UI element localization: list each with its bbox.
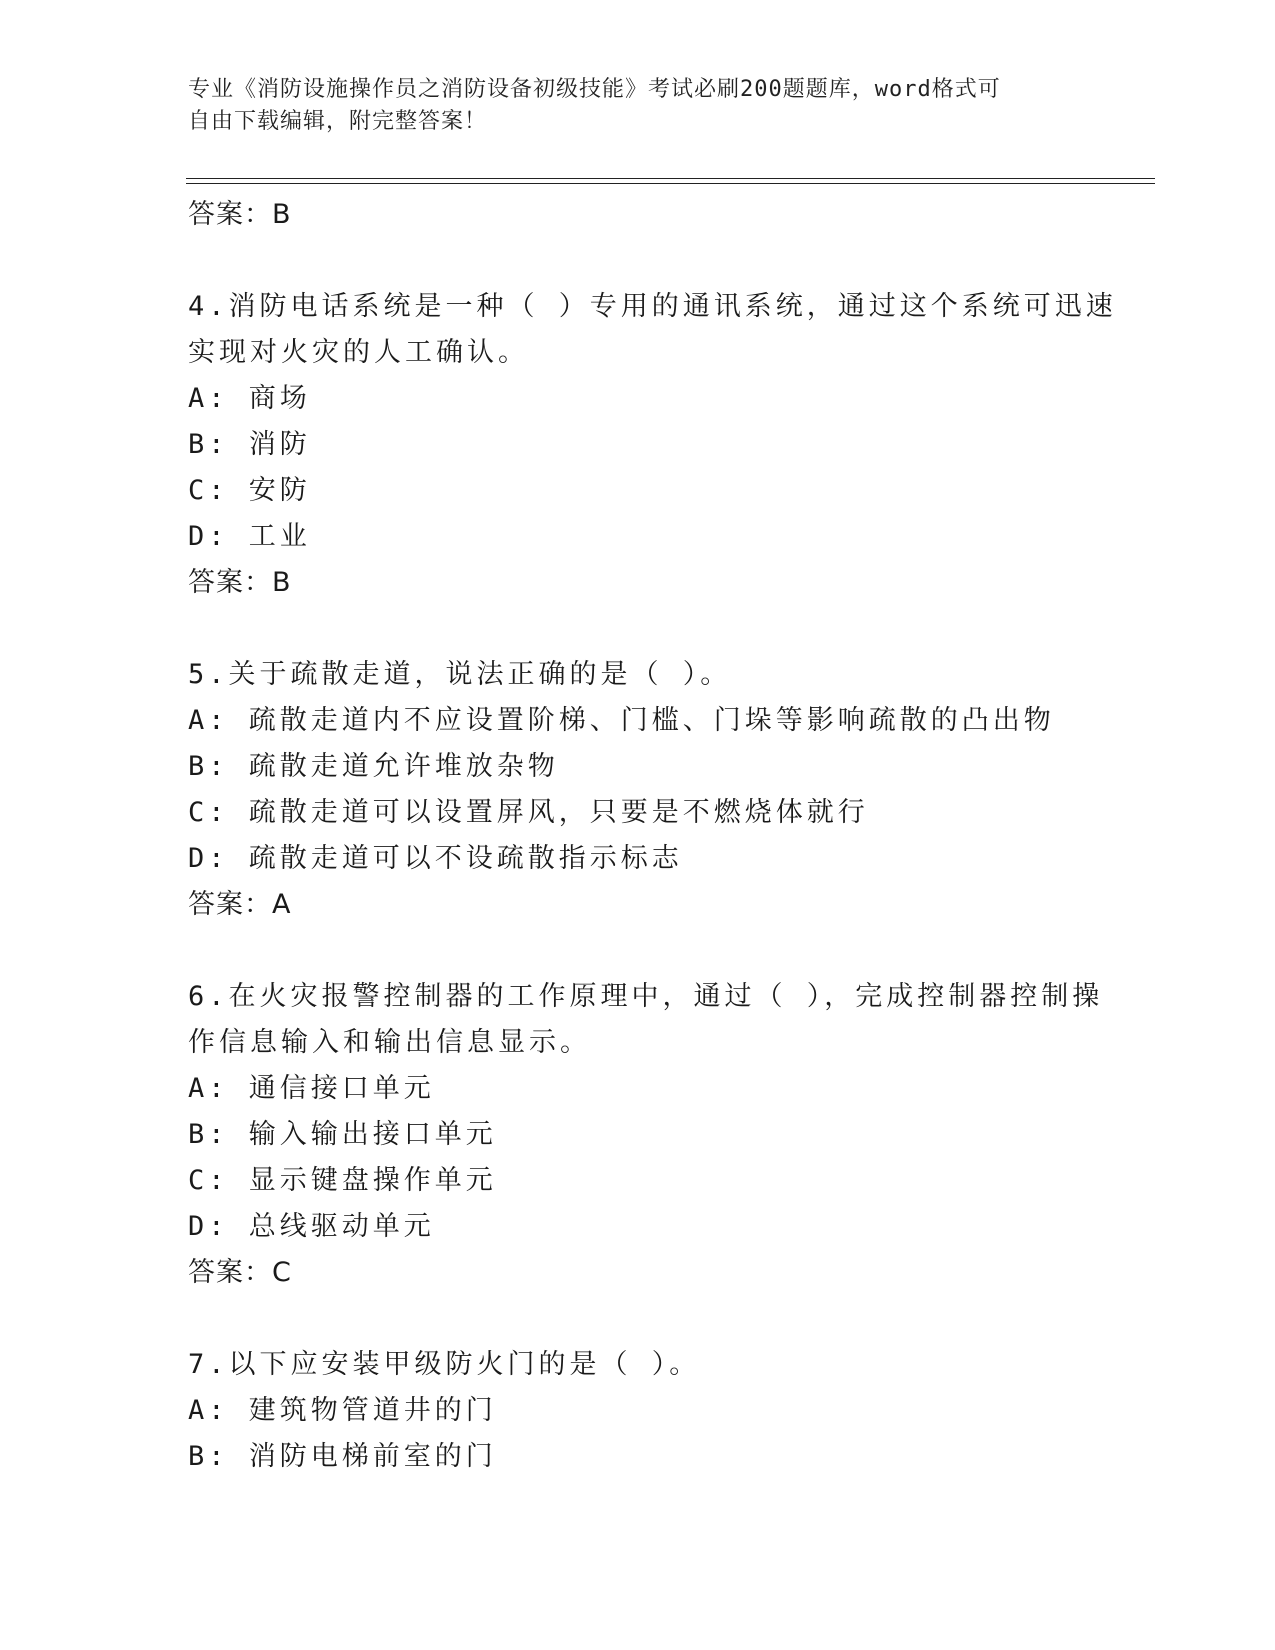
option-b: B: 消防 [188, 429, 311, 460]
question-list [188, 192, 1148, 1480]
header-divider-bottom [186, 183, 1155, 184]
document-header [188, 74, 1088, 138]
option-b: B: 消防电梯前室的门 [188, 1441, 497, 1472]
option-d: D: 疏散走道可以不设疏散指示标志 [188, 843, 683, 874]
header-line-1: 专业《消防设施操作员之消防设备初级技能》考试必刷200题题库，word格式可 [188, 77, 1001, 102]
option-a: A: 商场 [188, 383, 311, 414]
question-stem: 7.以下应安装甲级防火门的是（ ）。 [188, 1349, 701, 1380]
answer: 答案：A [188, 889, 292, 920]
option-d: D: 总线驱动单元 [188, 1211, 435, 1242]
option-a: A: 疏散走道内不应设置阶梯、门槛、门垛等影响疏散的凸出物 [188, 705, 1055, 736]
option-c: C: 显示键盘操作单元 [188, 1165, 497, 1196]
question-stem: 6.在火灾报警控制器的工作原理中，通过（ ），完成控制器控制操 [188, 981, 1104, 1012]
option-c: C: 疏散走道可以设置屏风，只要是不燃烧体就行 [188, 797, 869, 828]
option-a: A: 通信接口单元 [188, 1073, 435, 1104]
option-d: D: 工业 [188, 521, 311, 552]
answer: 答案：B [188, 567, 292, 598]
spacer [188, 1296, 1148, 1342]
question-6 [188, 974, 1148, 1296]
question-7 [188, 1342, 1148, 1480]
option-a: A: 建筑物管道井的门 [188, 1395, 497, 1426]
option-c: C: 安防 [188, 475, 311, 506]
spacer [188, 606, 1148, 652]
previous-answer: 答案：B [188, 199, 292, 230]
question-4 [188, 284, 1148, 606]
spacer [188, 238, 1148, 284]
question-stem: 4.消防电话系统是一种（ ）专用的通讯系统，通过这个系统可迅速 [188, 291, 1117, 322]
question-5 [188, 652, 1148, 928]
option-b: B: 疏散走道允许堆放杂物 [188, 751, 559, 782]
option-b: B: 输入输出接口单元 [188, 1119, 497, 1150]
question-stem-cont: 实现对火灾的人工确认。 [188, 337, 529, 368]
header-line-2: 自由下载编辑，附完整答案！ [188, 109, 488, 134]
header-divider-top [186, 178, 1155, 179]
question-stem: 5.关于疏散走道，说法正确的是（ ）。 [188, 659, 732, 690]
spacer [188, 928, 1148, 974]
question-stem-cont: 作信息输入和输出信息显示。 [188, 1027, 591, 1058]
answer: 答案：C [188, 1257, 292, 1288]
